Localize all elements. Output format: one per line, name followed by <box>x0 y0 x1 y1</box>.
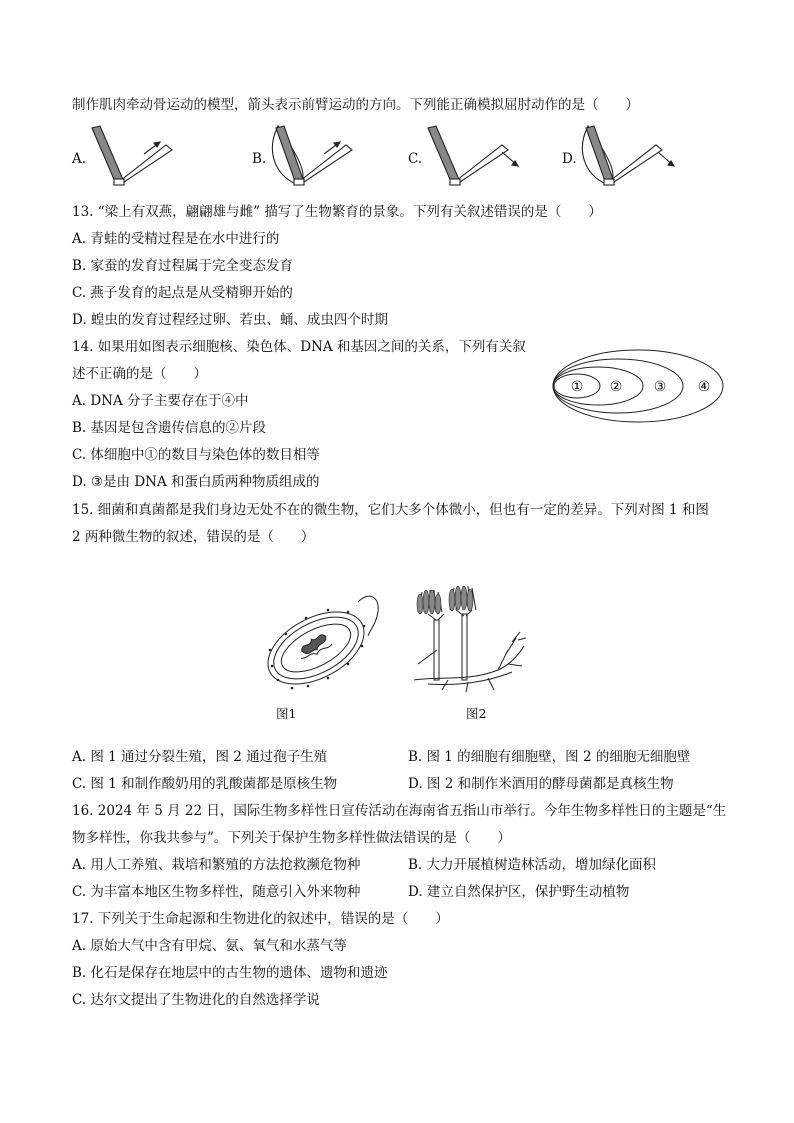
q15-stem-line2: 2 两种微生物的叙述，错误的是（ ） <box>72 529 315 545</box>
q12-option-a-label: A. <box>72 151 87 167</box>
circle-label-2: ② <box>609 379 623 395</box>
q16-option-c: C. 为丰富本地区生物多样性，随意引入外来物种 <box>72 884 361 900</box>
q12-option-d-label: D. <box>562 151 577 167</box>
q12-stem: 制作肌肉牵动骨运动的模型，箭头表示前臂运动的方向。下列能正确模拟屈肘动作的是（ ） <box>72 97 639 113</box>
q12-option-a-figure <box>88 122 188 190</box>
q16-option-a: A. 用人工养殖、栽培和繁殖的方法抢救濒危物种 <box>72 857 361 873</box>
q13-stem: 13. “梁上有双燕，翩翩雄与雌” 描写了生物繁育的景象。下列有关叙述错误的是（ ） <box>72 204 602 220</box>
circle-label-1: ① <box>570 379 584 395</box>
circle-label-4: ④ <box>697 379 711 395</box>
q13-option-b: B. 家蚕的发育过程属于完全变态发育 <box>72 258 294 274</box>
q12-option-d-figure <box>578 122 678 190</box>
figure-1-caption: 图1 <box>276 706 297 721</box>
q14-option-c: C. 体细胞中①的数目与染色体的数目相等 <box>72 447 320 463</box>
q16-stem-line1: 16. 2024 年 5 月 22 日，国际生物多样性日宣传活动在海南省五指山市举行。今年生物多样性日的主题是“生 <box>72 803 727 819</box>
q13-option-d: D. 蝗虫的发育过程经过卵、若虫、蛹、成虫四个时期 <box>72 312 388 328</box>
bacterium-figure <box>258 588 388 698</box>
q15-stem-line1: 15. 细菌和真菌都是我们身边无处不在的微生物，它们大多个体微小，但也有一定的差异。下列对图 1 和图 <box>72 502 709 518</box>
ellipse-2 <box>553 367 643 405</box>
q16-stem-line2: 物多样性，你我共参与”。下列关于保护生物多样性做法错误的是（ ） <box>72 830 511 846</box>
q17-option-c: C. 达尔文提出了生物进化的自然选择学说 <box>72 992 320 1008</box>
q17-stem: 17. 下列关于生命起源和生物进化的叙述中，错误的是（ ） <box>72 911 449 927</box>
figure-2-caption: 图2 <box>466 706 487 721</box>
q16-option-d: D. 建立自然保护区，保护野生动植物 <box>408 884 630 900</box>
q12-option-c-figure <box>424 122 524 190</box>
q17-option-a: A. 原始大气中含有甲烷、氨、氧气和水蒸气等 <box>72 938 347 954</box>
q14-stem-line2: 述不正确的是（ ） <box>72 366 207 382</box>
q12-option-c-label: C. <box>408 151 423 167</box>
q13-option-a: A. 青蛙的受精过程是在水中进行的 <box>72 231 280 247</box>
q14-stem-line1: 14. 如果用如图表示细胞核、染色体、DNA 和基因之间的关系，下列有关叙 <box>72 339 526 355</box>
q14-nested-ellipses-diagram <box>552 348 726 424</box>
q12-option-b-label: B. <box>252 151 267 167</box>
q12-option-b-figure <box>268 122 368 190</box>
q14-option-b: B. 基因是包含遗传信息的②片段 <box>72 420 267 436</box>
q15-option-b: B. 图 1 的细胞有细胞壁，图 2 的细胞无细胞壁 <box>408 749 691 765</box>
q17-option-b: B. 化石是保存在地层中的古生物的遗体、遗物和遗迹 <box>72 965 388 981</box>
q14-option-d: D. ③是由 DNA 和蛋白质两种物质组成的 <box>72 474 320 490</box>
mold-figure <box>408 584 538 694</box>
q13-option-c: C. 燕子发育的起点是从受精卵开始的 <box>72 285 293 301</box>
q15-option-c: C. 图 1 和制作酸奶用的乳酸菌都是原核生物 <box>72 776 338 792</box>
q16-option-b: B. 大力开展植树造林活动，增加绿化面积 <box>408 857 657 873</box>
q15-option-d: D. 图 2 和制作米酒用的酵母菌都是真核生物 <box>408 776 674 792</box>
circle-label-3: ③ <box>653 379 667 395</box>
q15-option-a: A. 图 1 通过分裂生殖，图 2 通过孢子生殖 <box>72 749 328 765</box>
q14-option-a: A. DNA 分子主要存在于④中 <box>72 393 249 409</box>
